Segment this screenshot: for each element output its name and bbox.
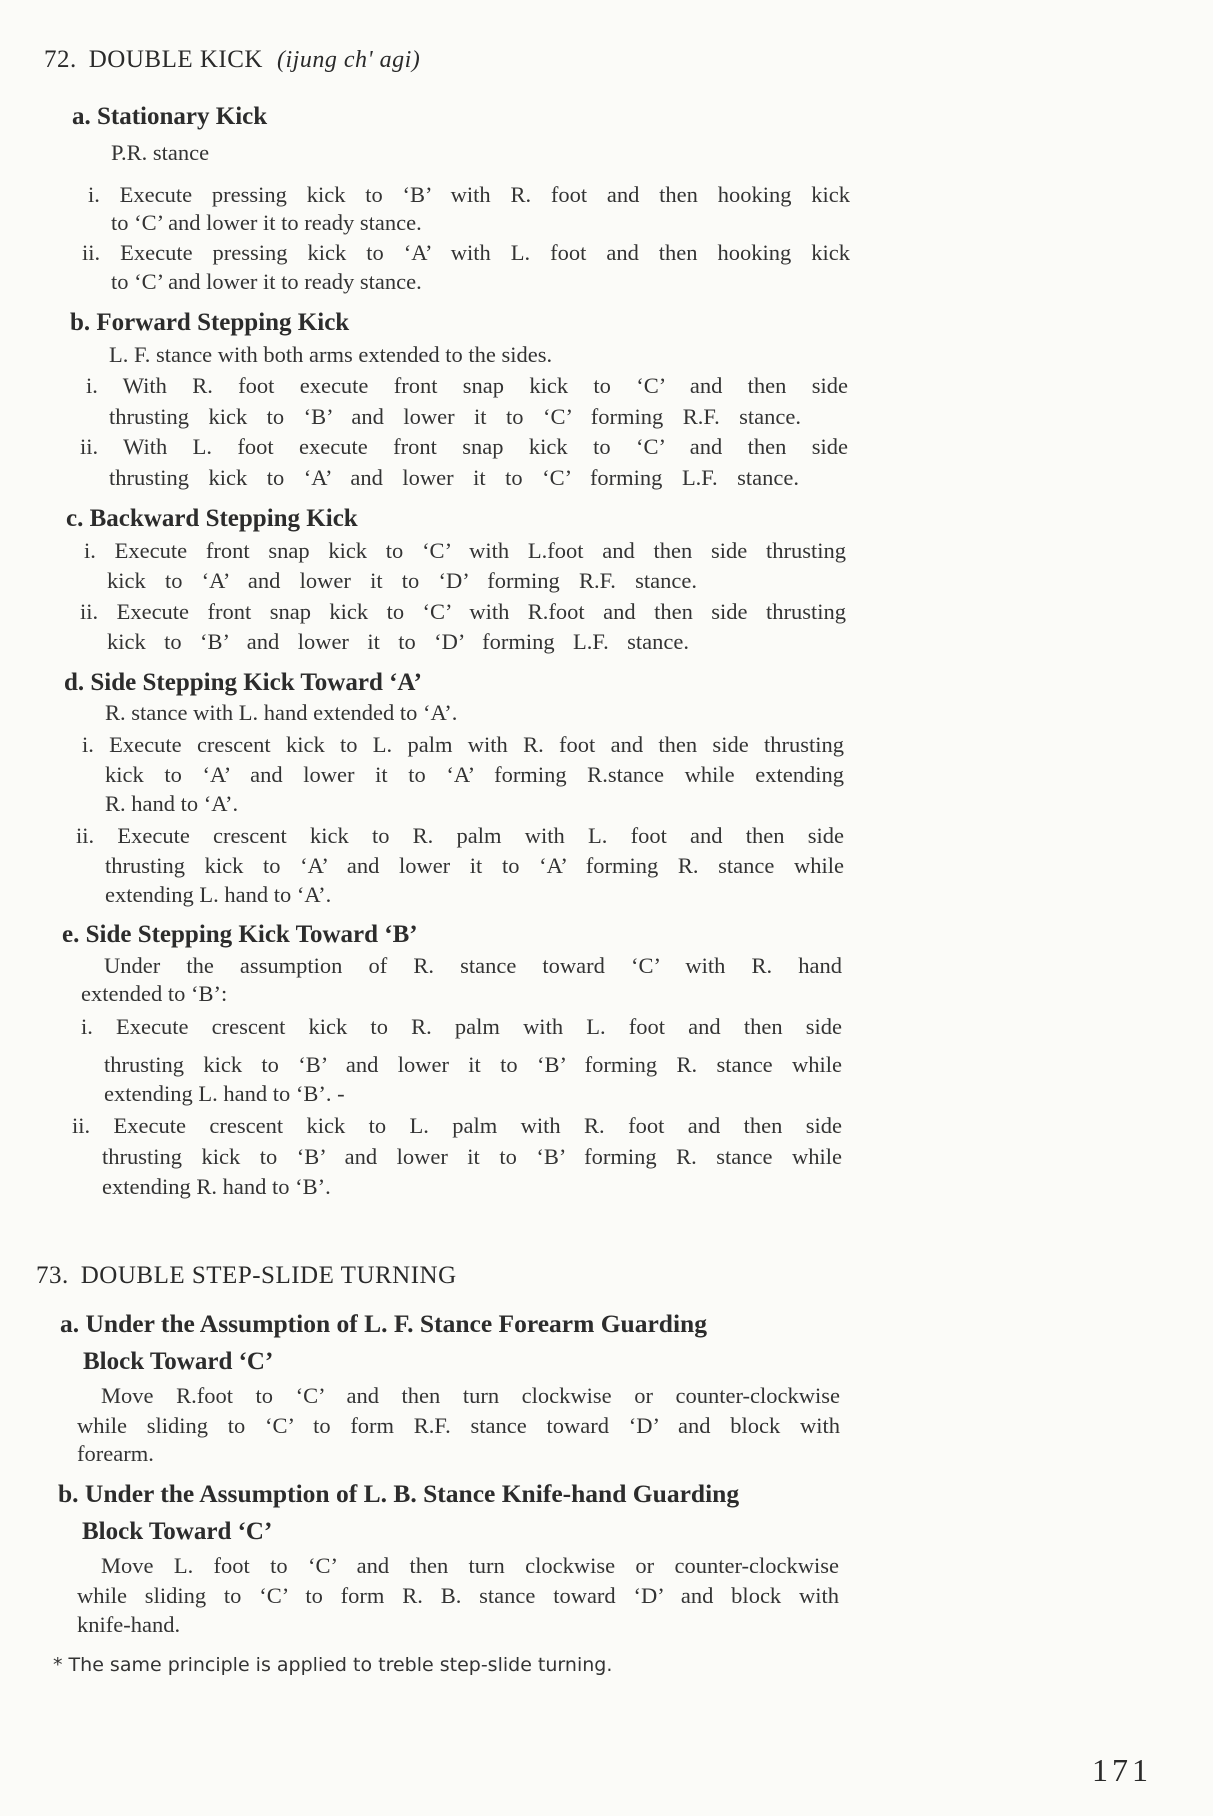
text-line: R. hand to ‘A’. [105,791,239,816]
text-line: i. Execute front snap kick to ‘C’ with L.foot and then side thrusting [84,538,846,563]
section-title: DOUBLE KICK [88,46,263,73]
text-line: extending L. hand to ‘B’. - [104,1081,345,1106]
text-line: ii. Execute crescent kick to R. palm with L. foot and then side [76,823,844,848]
section-number: 73. [36,1262,69,1289]
stance-text: L. F. stance with both arms extended to the sides. [109,342,553,367]
text-line: ii. With L. foot execute front snap kick to ‘C’ and then side [80,434,848,459]
section-title: DOUBLE STEP-SLIDE TURNING [80,1262,457,1289]
text-line: ii. Execute crescent kick to L. palm with R. foot and then side [72,1113,842,1138]
text-line: thrusting kick to ‘A’ and lower it to ‘A’ forming R. stance while [105,853,844,878]
page-number: 171 [1092,1752,1152,1788]
subsection-heading-c: c. Backward Stepping Kick [66,505,358,532]
text-line: thrusting kick to ‘B’ and lower it to ‘C’ forming R.F. stance. [109,404,801,429]
text-line: to ‘C’ and lower it to ready stance. [111,269,422,294]
text-line: thrusting kick to ‘B’ and lower it to ‘B’ forming R. stance while [102,1144,842,1169]
text-line: Move L. foot to ‘C’ and then turn clockwise or counter-clockwise [101,1553,839,1578]
subsection-heading-a: a. Stationary Kick [72,103,268,130]
section-72-heading [44,46,420,74]
text-line: while sliding to ‘C’ to form R. B. stance toward ‘D’ and block with [77,1583,839,1608]
text-line: while sliding to ‘C’ to form R.F. stance toward ‘D’ and block with [77,1413,840,1438]
stance-text: P.R. stance [111,140,210,165]
subsection-heading-d: d. Side Stepping Kick Toward ‘A’ [64,669,422,696]
subsection-heading-b: b. Forward Stepping Kick [70,309,350,336]
subsection-heading-a-cont: Block Toward ‘C’ [83,1348,274,1375]
text-line: Under the assumption of R. stance toward ‘C’ with R. hand [104,953,842,978]
text-line: kick to ‘A’ and lower it to ‘D’ forming R.F. stance. [107,568,697,593]
stance-text: R. stance with L. hand extended to ‘A’. [105,700,458,725]
subsection-heading-a: a. Under the Assumption of L. F. Stance Forearm Guarding [60,1309,707,1338]
text-line: thrusting kick to ‘B’ and lower it to ‘B’ forming R. stance while [104,1052,842,1077]
text-line: to ‘C’ and lower it to ready stance. [111,210,422,235]
text-line: ii. Execute pressing kick to ‘A’ with L. foot and then hooking kick [82,240,850,265]
section-subtitle: (ijung ch' agi) [277,47,421,73]
text-line: i. Execute crescent kick to R. palm with L. foot and then side [81,1014,842,1039]
text-line: extending L. hand to ‘A’. [105,882,332,907]
subsection-heading-b: b. Under the Assumption of L. B. Stance Knife-hand Guarding [58,1479,740,1508]
text-line: i. Execute crescent kick to L. palm with R. foot and then side thrusting [82,732,844,757]
section-number: 72. [44,46,77,73]
text-line: thrusting kick to ‘A’ and lower it to ‘C’ forming L.F. stance. [109,465,799,490]
text-line: i. Execute pressing kick to ‘B’ with R. foot and then hooking kick [88,182,850,207]
subsection-heading-b-cont: Block Toward ‘C’ [82,1518,273,1545]
text-line: kick to ‘B’ and lower it to ‘D’ forming L.F. stance. [107,629,689,654]
section-73-heading [36,1262,457,1290]
text-line: i. With R. foot execute front snap kick to ‘C’ and then side [86,373,848,398]
subsection-heading-e: e. Side Stepping Kick Toward ‘B’ [62,921,418,948]
footnote: * The same principle is applied to treble step-slide turning. [53,1654,613,1676]
text-line: Move R.foot to ‘C’ and then turn clockwise or counter-clockwise [101,1383,840,1408]
text-line: ii. Execute front snap kick to ‘C’ with R.foot and then side thrusting [80,599,846,624]
text-line: extended to ‘B’: [81,981,228,1006]
text-line: knife-hand. [77,1612,181,1637]
text-line: kick to ‘A’ and lower it to ‘A’ forming R.stance while extending [105,762,844,787]
text-line: forearm. [77,1441,154,1466]
text-line: extending R. hand to ‘B’. [102,1174,331,1199]
